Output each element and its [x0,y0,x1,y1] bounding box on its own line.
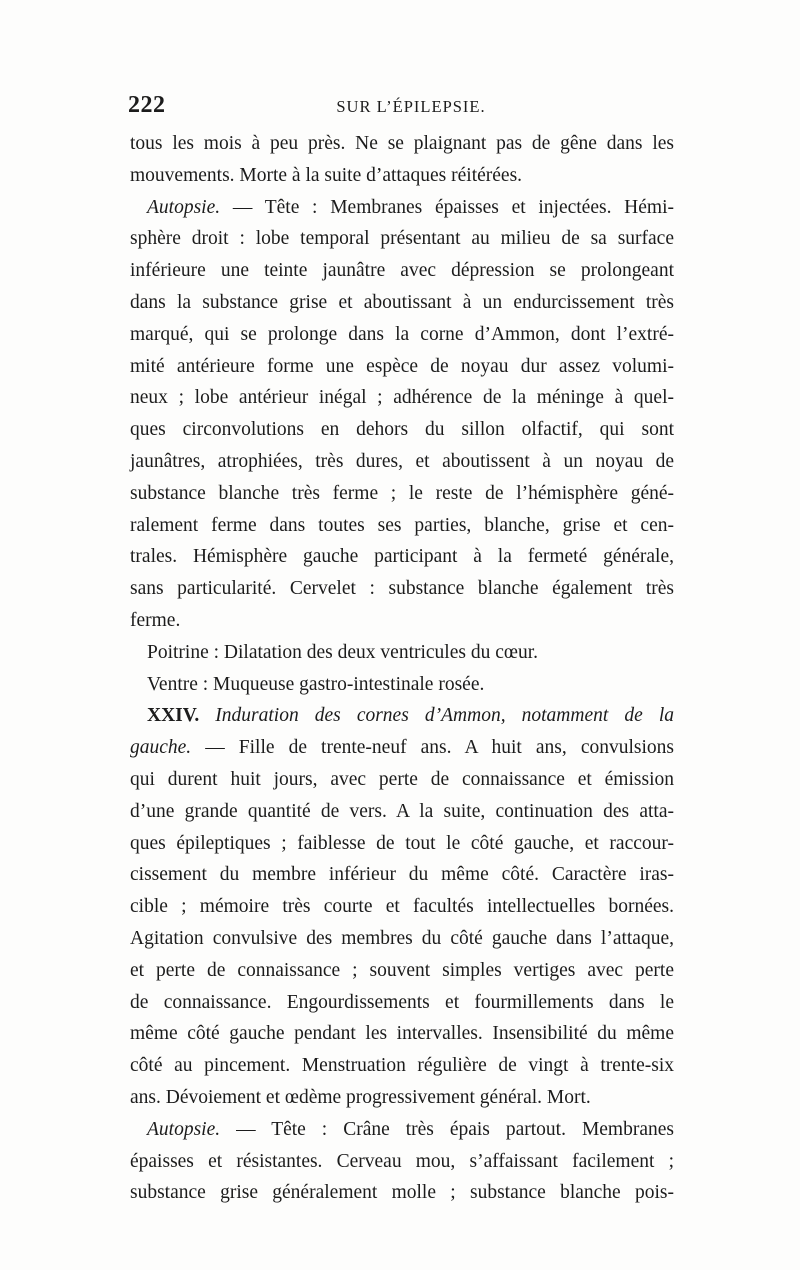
page-header [128,92,674,122]
page-number: 222 [128,92,166,118]
text-line: gauche. — Fille de trente-neuf ans. A huit ans, convulsions [130,737,674,759]
text-line: qui durent huit jours, avec perte de connaissance et émission [130,768,674,790]
text-line: sphère droit : lobe temporal présentant au milieu de sa surface [130,228,674,250]
text-line: d’une grande quantité de vers. A la suite, continuation des atta- [130,800,674,822]
text-line: ralement ferme dans toutes ses parties, blanche, grise et cen- [130,514,674,536]
text-line: de connaissance. Engourdissements et fourmillements dans le [130,991,674,1013]
text-line: substance blanche très ferme ; le reste de l’hémisphère géné- [130,482,674,504]
text-line: jaunâtres, atrophiées, très dures, et aboutissent à un noyau de [130,450,674,472]
text-line: inférieure une teinte jaunâtre avec dépression se prolongeant [130,260,674,282]
text-line: Autopsie. — Tête : Crâne très épais partout. Membranes [147,1118,674,1140]
text-line: même côté gauche pendant les intervalles. Insensibilité du même [130,1023,674,1045]
body-text [130,128,674,1209]
text-line: Agitation convulsive des membres du côté gauche dans l’attaque, [130,927,674,949]
text-line: cissement du membre inférieur du même côté. Caractère iras- [130,864,674,886]
text-line: ques épileptiques ; faiblesse de tout le côté gauche, et raccour- [130,832,674,854]
text-line: côté au pincement. Menstruation régulière de vingt à trente-six [130,1055,674,1077]
section-heading-line [130,700,674,732]
text-line: mité antérieure forme une espèce de noyau dur assez volumi- [130,355,674,377]
text-line: substance grise généralement molle ; substance blanche pois- [130,1182,674,1204]
text-line: dans la substance grise et aboutissant à un endurcissement très [130,291,674,313]
text-line: sans particularité. Cervelet : substance blanche également très [130,578,674,600]
text-line: trales. Hémisphère gauche participant à la fermeté générale, [130,546,674,568]
text-line: ques circonvolutions en dehors du sillon olfactif, qui sont [130,419,674,441]
text-line: marqué, qui se prolonge dans la corne d’Ammon, dont l’extré- [130,323,674,345]
text-line: neux ; lobe antérieur inégal ; adhérence de la méninge à quel- [130,387,674,409]
text-line: Autopsie. — Tête : Membranes épaisses et injectées. Hémi- [147,196,674,218]
section-title: Induration des cornes d’Ammon, notamment de la [199,705,674,727]
text-line: tous les mois à peu près. Ne se plaignant pas de gêne dans les [130,133,674,154]
text-line: mouvements. Morte à la suite d’attaques réitérées. [130,164,523,186]
text-line: et perte de connaissance ; souvent simples vertiges avec perte [130,959,674,981]
text-line: Poitrine : Dilatation des deux ventricules du cœur. [147,641,538,663]
text-line: ferme. [130,609,181,631]
text-line: Ventre : Muqueuse gastro-intestinale rosée. [147,673,485,695]
text-line: cible ; mémoire très courte et facultés intellectuelles bornées. [130,896,674,918]
section-number: XXIV. [147,705,200,727]
text-line: ans. Dévoiement et œdème progressivement général. Mort. [130,1086,591,1108]
running-head: SUR L’ÉPILEPSIE. [336,97,486,116]
text-line: épaisses et résistantes. Cerveau mou, s’affaissant facilement ; [130,1150,674,1172]
